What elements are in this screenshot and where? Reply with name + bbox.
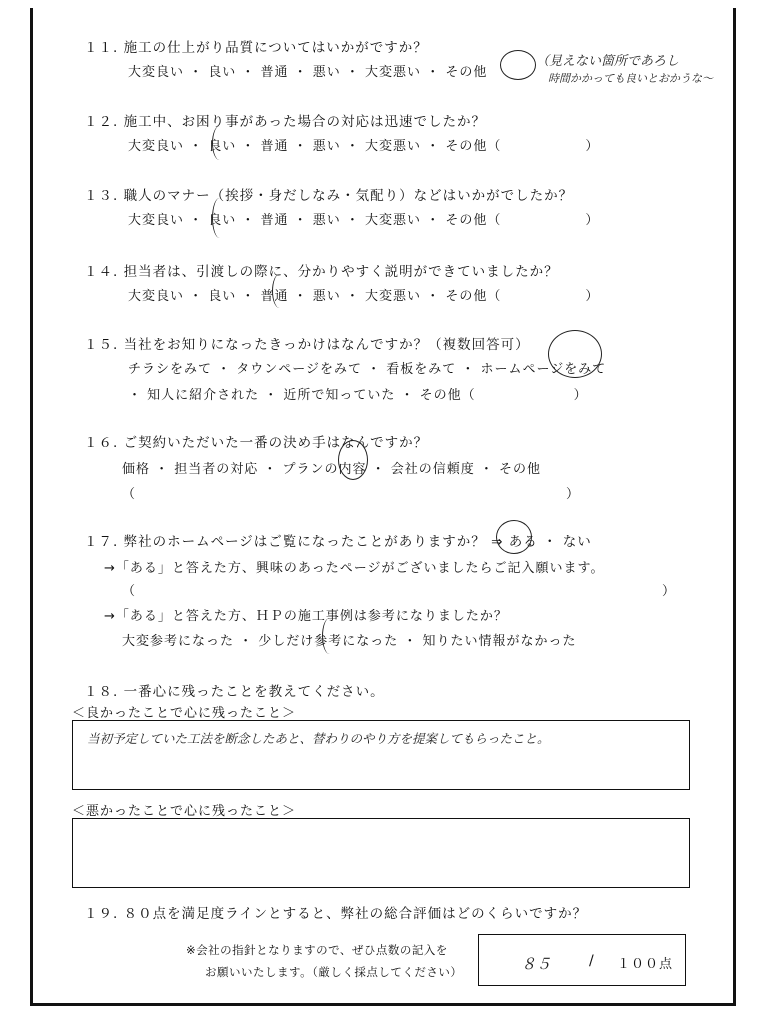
q17-sub1: →「ある」と答えた方、興味のあったページがございましたらご記入願います。 xyxy=(104,561,605,576)
q12-answer-mark xyxy=(212,126,227,160)
q17-answer-circle xyxy=(496,520,532,554)
q16-paren-open: （ xyxy=(122,487,137,502)
q17-sub2: →「ある」と答えた方、ＨＰの施工事例は参考になりましたか？ xyxy=(104,609,508,624)
q17-answer-mark xyxy=(322,618,337,654)
q14-question: １４. 担当者は、引渡しの際に、分かりやすく説明ができていましたか？ xyxy=(84,264,559,280)
q18-good-answer-box[interactable] xyxy=(72,720,690,790)
q16-paren-close: ） xyxy=(566,487,581,502)
q16-question: １６. ご契約いただいた一番の決め手はなんですか？ xyxy=(84,435,429,451)
q12-options[interactable]: 大変良い ・ 良い ・ 普通 ・ 悪い ・ 大変悪い ・ その他（ ） xyxy=(128,139,600,154)
q19-note-line1: ※会社の指針となりますので、ぜひ点数の記入を xyxy=(186,943,448,957)
q18-good-answer-text: 当初予定していた工法を断念したあと、替わりのやり方を提案してもらったこと。 xyxy=(87,731,550,746)
q11-options[interactable]: 大変良い ・ 良い ・ 普通 ・ 悪い ・ 大変悪い ・ その他 xyxy=(128,65,488,80)
q19-question: １９. ８０点を満足度ラインとすると、弊社の総合評価はどのくらいですか？ xyxy=(84,906,588,922)
q13-options[interactable]: 大変良い ・ 良い ・ 普通 ・ 悪い ・ 大変悪い ・ その他（ ） xyxy=(128,213,600,228)
q15-options-line2[interactable]: ・ 知人に紹介された ・ 近所で知っていた ・ その他（ ） xyxy=(128,388,588,403)
q17-paren-open: （ xyxy=(122,584,137,599)
q16-options[interactable]: 価格 ・ 担当者の対応 ・ プランの内容 ・ 会社の信頼度 ・ その他 xyxy=(122,462,542,477)
q16-answer-circle xyxy=(338,440,368,480)
q14-answer-mark xyxy=(272,274,287,308)
q17-paren-close: ） xyxy=(662,584,677,599)
q13-answer-mark xyxy=(212,198,227,238)
q18-good-label: ＜良かったことで心に残ったこと＞ xyxy=(72,706,297,721)
q11-handwritten-note-2: 時間かかっても良いとおかうな～ xyxy=(548,72,713,85)
q14-options[interactable]: 大変良い ・ 良い ・ 普通 ・ 悪い ・ 大変悪い ・ その他（ ） xyxy=(128,289,600,304)
q15-options-line1[interactable]: チラシをみて ・ タウンページをみて ・ 看板をみて ・ ホームページをみて xyxy=(128,362,607,377)
q19-score-slash: / xyxy=(589,953,595,969)
q11-answer-circle xyxy=(500,50,536,80)
q19-score-box[interactable] xyxy=(478,934,686,986)
q19-score-max: １００点 xyxy=(617,957,674,972)
q17-sub2-options[interactable]: 大変参考になった ・ 少しだけ参考になった ・ 知りたい情報がなかった xyxy=(122,634,577,649)
q13-question: １３. 職人のマナー（挨拶・身だしなみ・気配り）などはいかがでしたか？ xyxy=(84,188,574,204)
q11-handwritten-note-1: （見えない箇所であろし xyxy=(536,54,680,69)
q19-score-value: ８５ xyxy=(521,955,552,973)
q17-question[interactable]: １７. 弊社のホームページはご覧になったことがありますか？ ⇒ ある ・ ない xyxy=(84,534,592,550)
q18-question: １８. 一番心に残ったことを教えてください。 xyxy=(84,684,385,700)
q12-question: １２. 施工中、お困り事があった場合の対応は迅速でしたか？ xyxy=(84,114,486,130)
q15-question: １５. 当社をお知りになったきっかけはなんですか？（複数回答可） xyxy=(84,337,530,353)
q15-answer-circle xyxy=(548,330,602,378)
q19-note-line2: お願いいたします。（厳しく採点してください） xyxy=(205,965,463,979)
q18-bad-answer-box[interactable] xyxy=(72,818,690,888)
q11-question: １１. 施工の仕上がり品質についてはいかがですか？ xyxy=(84,40,428,56)
q18-bad-label: ＜悪かったことで心に残ったこと＞ xyxy=(72,804,297,819)
